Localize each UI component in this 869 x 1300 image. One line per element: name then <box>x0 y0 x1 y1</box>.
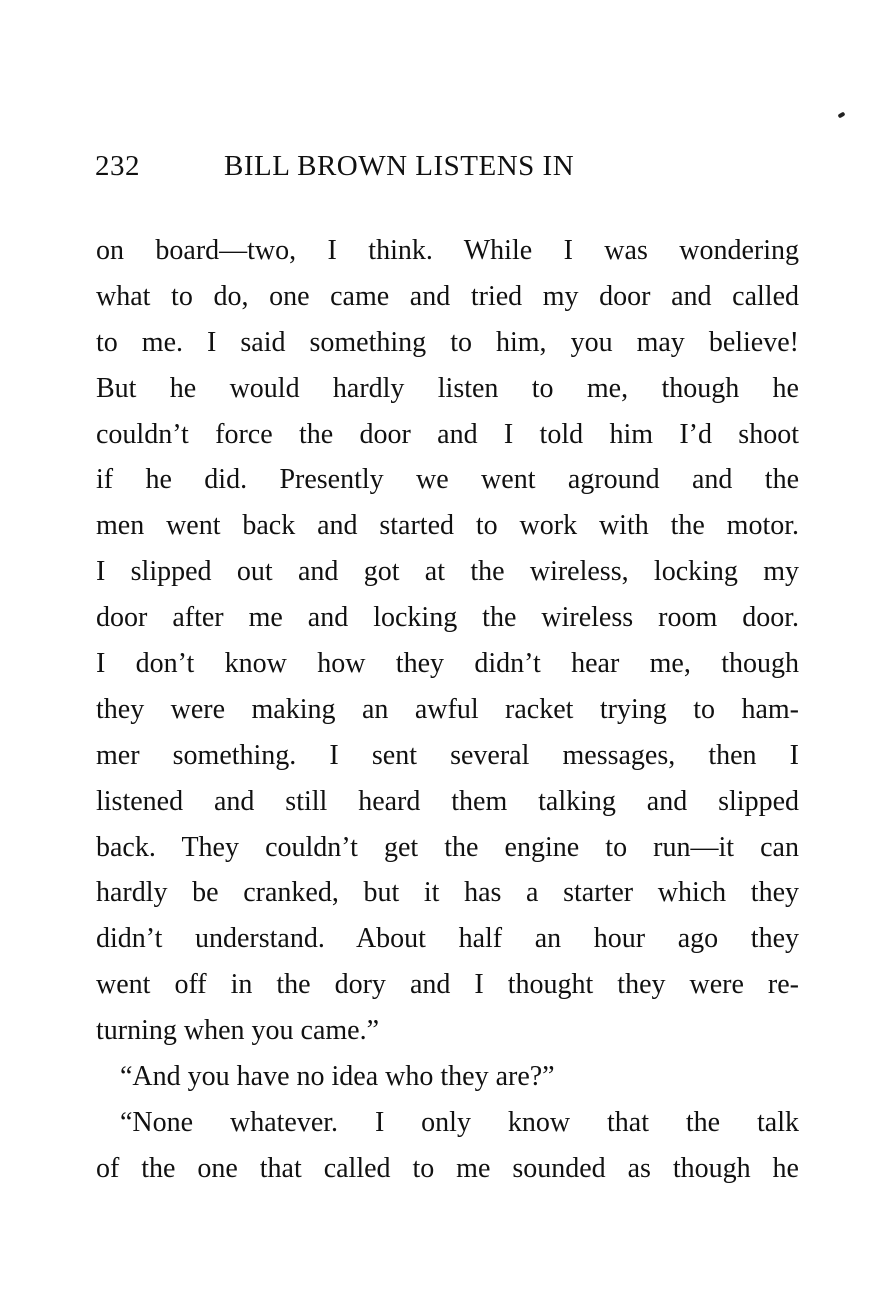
text-line: But he would hardly listen to me, though he <box>96 372 799 404</box>
text-line: on board—two, I think. While I was wondering <box>96 235 799 266</box>
dialogue-line: “And you have no idea who they are?” <box>120 1061 555 1093</box>
text-line: back. They couldn’t get the engine to run—it can <box>96 831 799 863</box>
body-text <box>96 228 799 1192</box>
ink-speck <box>837 112 845 119</box>
text-line: hardly be cranked, but it has a starter which they <box>96 877 799 909</box>
dialogue-line: “None whatever. I only know that the talk <box>120 1106 799 1138</box>
text-line: mer something. I sent several messages, then I <box>96 739 799 771</box>
text-line: what to do, one came and tried my door and called <box>96 280 799 312</box>
text-line: didn’t understand. About half an hour ago they <box>96 923 799 955</box>
text-line: door after me and locking the wireless room door. <box>96 602 799 634</box>
text-line: I don’t know how they didn’t hear me, though <box>96 648 799 680</box>
text-line: went off in the dory and I thought they were re- <box>96 969 799 1001</box>
text-line: if he did. Presently we went aground and the <box>96 464 799 496</box>
text-line: I slipped out and got at the wireless, locking my <box>96 556 799 588</box>
running-head <box>95 150 715 190</box>
text-line: to me. I said something to him, you may believe! <box>96 326 799 358</box>
book-title: BILL BROWN LISTENS IN <box>224 150 575 182</box>
text-line: men went back and started to work with the motor. <box>96 510 799 542</box>
text-line: couldn’t force the door and I told him I’d shoot <box>96 418 799 450</box>
page-number: 232 <box>95 150 140 182</box>
text-line: they were making an awful racket trying to ham- <box>96 693 799 725</box>
paragraph-end-line: turning when you came.” <box>96 1015 380 1047</box>
text-line: of the one that called to me sounded as though he <box>96 1152 799 1184</box>
text-line: listened and still heard them talking and slipped <box>96 785 799 817</box>
